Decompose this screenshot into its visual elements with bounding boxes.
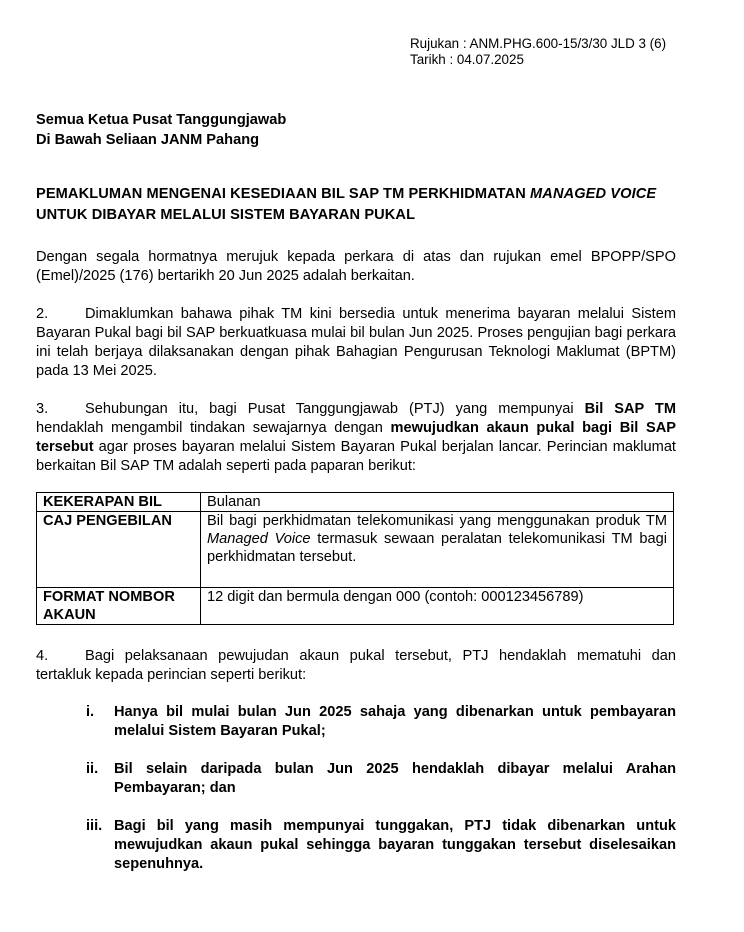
paragraph-3 [36,400,676,476]
title-part-2: UNTUK DIBAYAR MELALUI SISTEM BAYARAN PUKAL [36,207,416,223]
paragraph-4 [36,647,676,685]
paragraph-3-bold-2: mewujudkan akaun pukal bagi Bil SAP tersebut [36,420,676,455]
paragraph-2 [36,305,676,381]
list-item [86,817,676,874]
table-key: FORMAT NOMBOR AKAUN [37,588,201,625]
table-value-part-2: termasuk sewaan peralatan telekomunikasi TM bagi perkhidmatan tersebut. [207,531,667,565]
recipient-block [36,110,286,150]
condition-list [86,703,676,893]
list-item-text: Bagi bil yang masih mempunyai tunggakan, PTJ tidak dibenarkan untuk mewujudkan akaun pukal sehingga bayaran tunggakan tersebut diselesaikan sepenuhnya. [114,818,676,872]
paragraph-2-text: Dimaklumkan bahawa pihak TM kini bersedia untuk menerima bayaran melalui Sistem Bayaran Pukal bagi bil SAP berkuatkuasa mulai bil bulan Jun 2025. Proses pengujian bagi perkara ini telah berjaya dilaksanakan dengan pihak Bahagian Pengurusan Teknologi Maklumat (BPTM) pada 13 Mei 2025. [36,306,676,379]
paragraph-1 [36,248,676,286]
list-item-number: iii. [86,818,103,834]
table-value: Bulanan [201,493,674,512]
paragraph-3-text-3: agar proses bayaran melalui Sistem Bayaran Pukal berjalan lancar. Perincian maklumat berkaitan Bil SAP TM adalah seperti pada paparan berikut: [36,439,676,474]
list-item [86,703,676,741]
list-item [86,760,676,798]
table-key: KEKERAPAN BIL [37,493,201,512]
info-table [36,492,674,625]
paragraph-2-number: 2. [36,306,49,322]
recipient-line-2: Di Bawah Seliaan JANM Pahang [36,132,260,148]
title-part-1: PEMAKLUMAN MENGENAI KESEDIAAN BIL SAP TM PERKHIDMATAN [36,186,531,202]
table-value [201,512,674,588]
table-value: 12 digit dan bermula dengan 000 (contoh: 000123456789) [201,588,674,625]
reference-block [410,36,666,68]
list-item-text: Bil selain daripada bulan Jun 2025 hendaklah dibayar melalui Arahan Pembayaran; dan [114,761,676,796]
letter-title [36,184,676,226]
paragraph-3-bold-1: Bil SAP TM [584,401,676,417]
title-italic: MANAGED VOICE [530,186,657,202]
paragraph-4-text: Bagi pelaksanaan pewujudan akaun pukal tersebut, PTJ hendaklah mematuhi dan tertakluk kepada perincian seperti berikut: [36,648,676,683]
table-value-part-1: Bil bagi perkhidmatan telekomunikasi yang menggunakan produk TM [207,513,667,529]
paragraph-1-text: Dengan segala hormatnya merujuk kepada perkara di atas dan rujukan emel BPOPP/SPO (Emel)/2025 (176) bertarikh 20 Jun 2025 adalah berkaitan. [36,249,676,284]
paragraph-3-text-1: Sehubungan itu, bagi Pusat Tanggungjawab (PTJ) yang mempunyai [85,401,585,417]
list-item-text: Hanya bil mulai bulan Jun 2025 sahaja yang dibenarkan untuk pembayaran melalui Sistem Bayaran Pukal; [114,704,676,739]
reference-number: Rujukan : ANM.PHG.600-15/3/30 JLD 3 (6) [410,36,667,51]
table-row [37,512,674,588]
list-item-number: ii. [86,761,99,777]
recipient-line-1: Semua Ketua Pusat Tanggungjawab [36,112,287,128]
paragraph-4-number: 4. [36,648,49,664]
table-row [37,588,674,625]
table-key: CAJ PENGEBILAN [37,512,201,588]
paragraph-3-text-2: hendaklah mengambil tindakan sewajarnya dengan [36,420,391,436]
reference-date: Tarikh : 04.07.2025 [410,52,524,67]
table-value-italic: Managed Voice [207,531,311,547]
table-row [37,493,674,512]
list-item-number: i. [86,704,95,720]
paragraph-3-number: 3. [36,401,49,417]
